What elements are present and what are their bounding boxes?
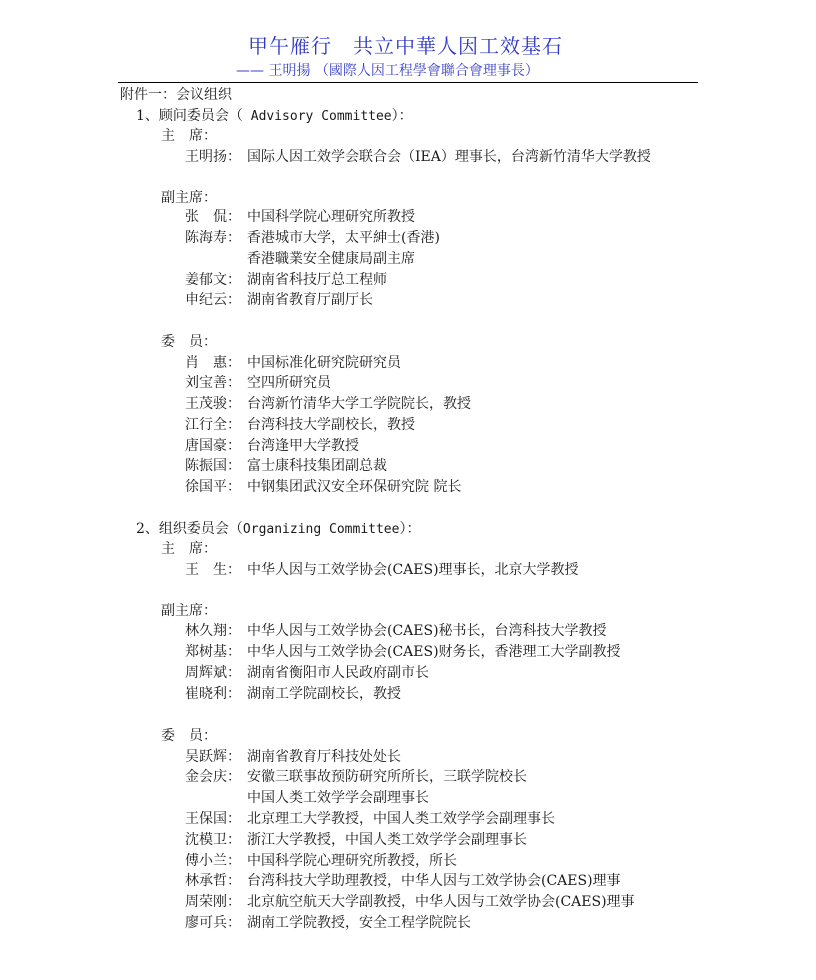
person-name: 王明扬： [185, 149, 241, 165]
header-subtitle: —— 王明揚 （國際人因工程學會聯合會理事長） [236, 63, 539, 79]
person-name: 江行全： [185, 417, 241, 433]
list-item [185, 416, 415, 434]
person-title: 湖南省衡阳市人民政府副市长 [247, 665, 429, 681]
person-title: 湖南工学院副校长，教授 [247, 686, 401, 702]
list-item [185, 457, 387, 475]
person-title: 中国科学院心理研究所教授 [247, 209, 415, 225]
person-title: 台湾新竹清华大学工学院院长，教授 [247, 396, 471, 412]
person-name: 王茂骏： [185, 396, 241, 412]
list-item [185, 768, 527, 786]
person-title: 中国标准化研究院研究员 [247, 355, 401, 371]
person-title: 台湾科技大学副校长，教授 [247, 417, 415, 433]
list-item [185, 208, 415, 226]
list-item [185, 291, 373, 309]
person-name: 林久翔： [185, 623, 241, 639]
advisory-heading-prefix: 1、顾问委员会（ [136, 108, 243, 124]
person-title: 北京航空航天大学副教授，中华人因与工效学协会(CAES)理事 [247, 894, 635, 910]
person-title: 国际人因工效学会联合会（IEA）理事长，台湾新竹清华大学教授 [247, 149, 651, 165]
list-item [185, 914, 471, 932]
person-name: 周辉斌： [185, 665, 241, 681]
list-item [185, 395, 471, 413]
person-name: 陈振国： [185, 458, 241, 474]
person-name: 王保国： [185, 811, 241, 827]
advisory-heading [136, 107, 413, 126]
advisory-vice-label: 副主席： [161, 190, 217, 206]
list-item [185, 643, 621, 661]
list-item [185, 893, 635, 911]
list-item [185, 437, 359, 455]
list-item [185, 622, 607, 640]
list-item [185, 478, 461, 496]
person-title: 湖南省教育厅副厅长 [247, 292, 373, 308]
header-title: 甲午雁行 共立中華人因工效基石 [248, 34, 563, 58]
advisory-heading-suffix: ）： [391, 108, 413, 124]
person-title: 浙江大学教授，中国人类工效学学会副理事长 [247, 832, 527, 848]
person-title: 台湾逢甲大学教授 [247, 438, 359, 454]
person-name: 肖 惠： [185, 355, 241, 371]
person-name: 唐国豪： [185, 438, 241, 454]
attachment-title: 附件一：会议组织 [120, 87, 232, 103]
person-name: 王 生： [185, 562, 241, 578]
person-title: 中国科学院心理研究所教授，所长 [247, 853, 457, 869]
person-name: 崔晓利： [185, 686, 241, 702]
person-name: 林承哲： [185, 873, 241, 889]
advisory-chair-entry [185, 148, 651, 166]
list-item [185, 664, 429, 682]
person-name: 傅小兰： [185, 853, 241, 869]
person-title: 中华人因与工效学协会(CAES)财务长，香港理工大学副教授 [247, 644, 621, 660]
person-title: 台湾科技大学助理教授，中华人因与工效学协会(CAES)理事 [247, 873, 621, 889]
person-title: 空四所研究员 [247, 375, 331, 391]
person-title: 中华人因与工效学协会(CAES)理事长，北京大学教授 [247, 562, 579, 578]
person-title: 中华人因与工效学协会(CAES)秘书长，台湾科技大学教授 [247, 623, 607, 639]
list-item [185, 852, 457, 870]
advisory-member-label: 委 员： [161, 334, 217, 350]
organizing-vice-label: 副主席： [161, 603, 217, 619]
person-name: 吴跃辉： [185, 749, 241, 765]
list-item [185, 374, 331, 392]
list-item [185, 229, 440, 247]
person-name: 张 侃： [185, 209, 241, 225]
list-item [185, 354, 401, 372]
list-item [185, 789, 429, 807]
person-title: 湖南工学院教授，安全工程学院院长 [247, 915, 471, 931]
list-item [185, 685, 401, 703]
person-title: 北京理工大学教授，中国人类工效学学会副理事长 [247, 811, 555, 827]
person-title: 香港職業安全健康局副主席 [247, 251, 415, 267]
person-name: 姜郁文： [185, 272, 241, 288]
organizing-heading-suffix: ）： [399, 521, 421, 537]
list-item [185, 831, 527, 849]
advisory-chair-label: 主 席： [161, 128, 217, 144]
person-name: 金会庆： [185, 769, 241, 785]
person-name: 郑树基： [185, 644, 241, 660]
person-name: 廖可兵： [185, 915, 241, 931]
organizing-heading-en: Organizing Committee [242, 522, 400, 537]
organizing-member-label: 委 员： [161, 728, 217, 744]
person-title: 湖南省科技厅总工程师 [247, 272, 387, 288]
advisory-heading-en: Advisory Committee [242, 109, 392, 124]
person-name: 周荣刚： [185, 894, 241, 910]
person-name: 陈海寿： [185, 230, 241, 246]
list-item [185, 250, 415, 268]
organizing-heading-prefix: 2、组织委员会（ [136, 521, 243, 537]
organizing-chair-entry [185, 561, 579, 579]
list-item [185, 810, 555, 828]
organizing-heading [136, 520, 420, 539]
person-title: 富士康科技集团副总裁 [247, 458, 387, 474]
person-title: 中钢集团武汉安全环保研究院 院长 [247, 479, 462, 495]
list-item [185, 872, 621, 890]
person-title: 湖南省教育厅科技处处长 [247, 749, 401, 765]
person-name: 申纪云： [185, 292, 241, 308]
person-name: 刘宝善： [185, 375, 241, 391]
list-item [185, 748, 401, 766]
person-title: 香港城市大学，太平紳士(香港) [247, 230, 440, 246]
organizing-chair-label: 主 席： [161, 541, 217, 557]
person-name: 徐国平： [185, 479, 241, 495]
person-title: 安徽三联事故预防研究所所长，三联学院校长 [247, 769, 527, 785]
person-title: 中国人类工效学学会副理事长 [247, 790, 429, 806]
list-item [185, 271, 387, 289]
person-name: 沈模卫： [185, 832, 241, 848]
